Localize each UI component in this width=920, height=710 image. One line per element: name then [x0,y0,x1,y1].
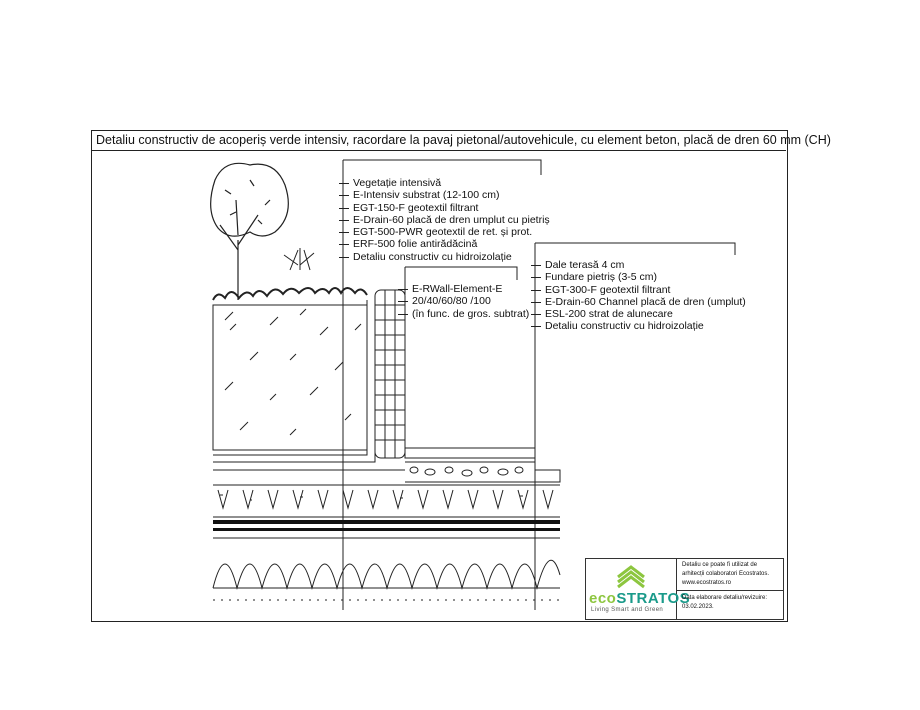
title-block [585,558,784,620]
wall-labels [408,283,529,320]
ecostratos-logo [586,559,691,619]
label: Detaliu constructiv cu hidroizolație [349,251,550,263]
paver-slabs [405,448,535,458]
label: E-Drain-60 placă de dren umplut cu pietriș [349,214,550,226]
label: E-Intensiv substrat (12-100 cm) [349,189,550,201]
palm-plant-icon [284,248,314,270]
label: Vegetație intensivă [349,177,550,189]
label: EGT-300-F geotextil filtrant [541,284,746,296]
logo-stratos: STRATOS [616,590,691,607]
right-layer-labels [541,259,746,333]
label: EGT-500-PWR geotextil de ret. și prot. [349,226,550,238]
label: ERF-500 folie antirădăcină [349,238,550,250]
label: Detaliu constructiv cu hidroizolație [541,320,746,332]
label: EGT-150-F geotextil filtrant [349,202,550,214]
website-link: www.ecostratos.ro [682,580,732,586]
tree-icon [211,163,289,300]
logo-slogan: Living Smart and Green [591,607,664,613]
drain-board [213,485,560,517]
revision-date: Data elaborare detaliu/revizuire: 03.02.2023. [676,590,783,612]
wall-element [375,290,405,458]
insulation [213,538,560,588]
usage-note: Detaliu ce poate fi utilizat de arhitecții colaboratori Ecostratos. www.ecostratos.ro [682,562,770,586]
label: E-RWall-Element-E [408,283,529,295]
label: (în func. de gros. subtrat) [408,308,529,320]
roof-chevrons-icon [586,559,676,591]
label: 20/40/60/80 /100 [408,295,529,307]
drawing-title: Detaliu constructiv de acoperiș verde intensiv, racordare la pavaj pietonal/autovehicule, cu element beton, placă de dren 60 mm (CH) [91,130,786,151]
label: Fundare pietriș (3-5 cm) [541,271,746,283]
left-layer-labels [349,177,550,263]
waterproofing-layer [213,520,560,524]
shrubs [213,288,367,300]
label: ESL-200 strat de alunecare [541,308,746,320]
substrate-block [213,305,367,450]
label: Dale terasă 4 cm [541,259,746,271]
logo-eco: eco [589,590,617,607]
label: E-Drain-60 Channel placă de dren (umplut) [541,296,746,308]
